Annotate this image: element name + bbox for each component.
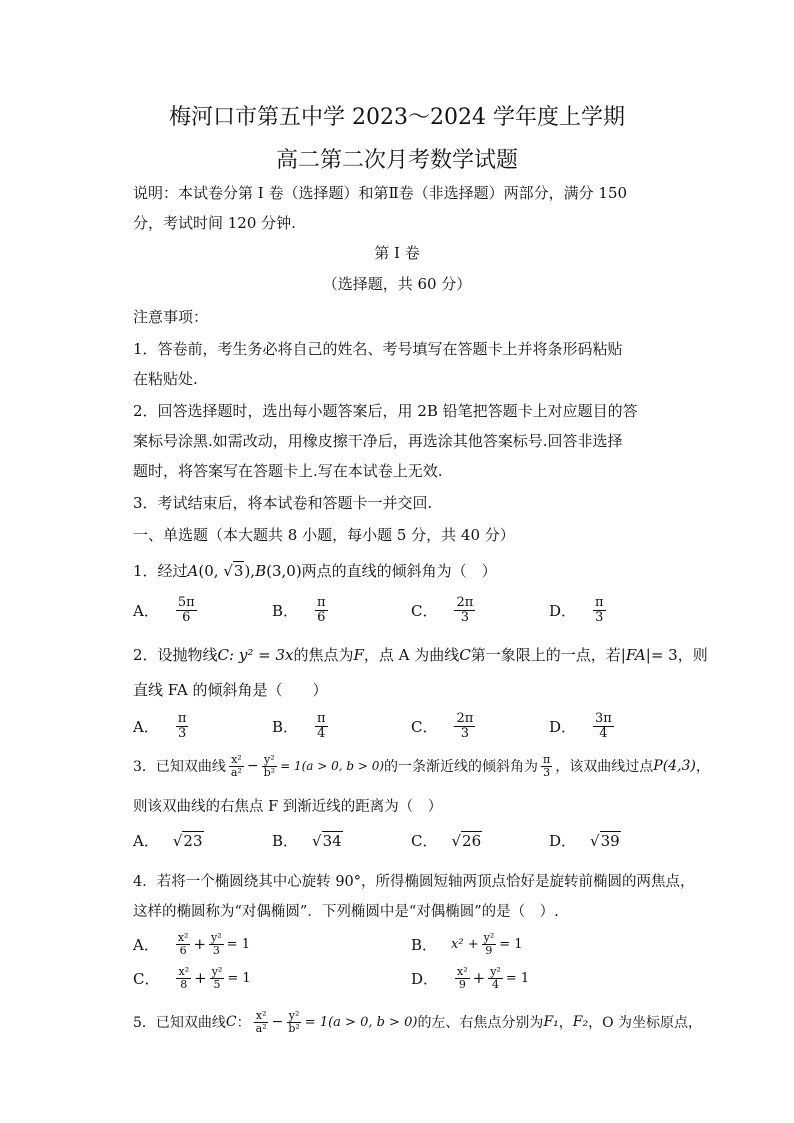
q1-option-a-frac — [176, 596, 197, 624]
notice-item2-line2: 案标号涂黑.如需改动，用橡皮擦干净后，再选涂其他答案标号.回答非选择 — [133, 432, 623, 450]
q3-option-d-label: D． — [549, 832, 577, 850]
q4-a-den1: 6 — [179, 943, 187, 957]
q2-option-b-frac — [315, 712, 328, 740]
q4-d-num2: y² — [490, 965, 501, 978]
q1-b-num: π — [317, 595, 326, 610]
q1-option-d[interactable] — [549, 596, 609, 624]
q4-b-term1: x² + — [451, 936, 479, 952]
q3-option-b[interactable] — [272, 830, 343, 851]
q1-stem-b: 两点的直线的倾斜角为（ ） — [301, 562, 497, 580]
q2-c-num: 2π — [456, 711, 474, 726]
q4-d-frac1 — [455, 966, 470, 990]
q1-option-a[interactable] — [133, 596, 200, 624]
q3-ang-den: 3 — [543, 765, 551, 779]
q4-c-num2: y² — [211, 965, 223, 978]
volume-heading: 第 I 卷 — [374, 244, 420, 262]
q1-stem-a: 1．经过 — [133, 562, 188, 580]
volume-subheading: （选择题，共 60 分） — [322, 275, 472, 293]
q3-ang-num: π — [543, 753, 551, 766]
q4-c-den2: 5 — [213, 977, 221, 991]
q1-option-a-label: A． — [133, 601, 159, 620]
q3-stem-a: 3．已知双曲线 — [133, 759, 226, 776]
q3-stem-d: ， — [695, 759, 710, 776]
q3-f2-num: y² — [264, 753, 275, 766]
q1-point-b: B — [255, 562, 267, 580]
q2-option-a-frac — [176, 712, 189, 740]
q4-d-rhs: = 1 — [505, 970, 530, 986]
q4-b-den: 9 — [485, 943, 493, 957]
q2-stem-line1 — [133, 644, 708, 665]
q4-stem-line2: 这样的椭圆称为“对偶椭圆”．下列椭圆中是“对偶椭圆”的是（ ）. — [133, 904, 559, 920]
q5-frac-y — [286, 1010, 301, 1034]
q4-option-d[interactable] — [411, 966, 529, 990]
q2-option-c-frac — [454, 712, 475, 740]
q5-stem-line1 — [133, 1010, 702, 1034]
q1-sep: , — [250, 562, 256, 580]
q1-sqrt: √3 — [223, 562, 244, 580]
q4-option-d-label: D． — [411, 969, 439, 988]
q2-b-den: 4 — [317, 725, 326, 741]
q4-d-plus: + — [472, 969, 486, 988]
q5-minus: − — [271, 1014, 284, 1031]
q3-frac-y — [262, 754, 277, 778]
q2-d-den: 4 — [599, 725, 608, 741]
q3-b-rad: 34 — [322, 831, 342, 850]
q4-option-a[interactable] — [133, 932, 250, 956]
q5-colon: ： — [236, 1015, 251, 1032]
q2-option-c-label: C． — [411, 717, 438, 736]
q4-d-den1: 9 — [458, 977, 466, 991]
q1-c-num: 2π — [456, 595, 474, 610]
q4-a-plus: + — [193, 935, 207, 954]
q2-stem-b: 的焦点为 — [293, 646, 354, 664]
q5-f2-den: b² — [288, 1021, 300, 1035]
q5-condition: = 1(a > 0, b > 0) — [304, 1014, 418, 1030]
q3-option-c-sqrt: √26 — [451, 831, 482, 850]
q5-frac-x — [254, 1010, 269, 1034]
q4-a-den2: 3 — [212, 943, 220, 957]
q1-b-den: 6 — [317, 609, 326, 625]
intro-note-line2: 分，考试时间 120 分钟. — [133, 214, 296, 232]
q3-f2-den: b² — [263, 765, 276, 779]
q2-option-d[interactable] — [549, 712, 617, 740]
q4-c-den1: 8 — [180, 977, 188, 991]
q3-option-c-label: C． — [411, 832, 438, 850]
q3-option-a-label: A． — [133, 832, 159, 850]
q4-d-num1: x² — [457, 965, 468, 978]
q1-point-a: A — [187, 562, 199, 580]
q2-stem-d: 第一象限上的一点，若 — [470, 646, 621, 664]
q3-option-d[interactable] — [549, 830, 621, 851]
q3-option-b-sqrt: √34 — [312, 831, 342, 850]
q4-stem-line1: 4．若将一个椭圆绕其中心旋转 90°，所得椭圆短轴两顶点恰好是旋转前椭圆的两焦点， — [133, 874, 695, 890]
notice-item1-line1: 1．答卷前，考生务必将自己的姓名、考号填写在答题卡上并将条形码粘贴 — [133, 340, 623, 358]
q3-stem-line1 — [133, 754, 710, 778]
q5-f1-den: a² — [255, 1021, 267, 1035]
q4-a-num2: y² — [211, 931, 222, 944]
q3-minus: − — [246, 758, 259, 775]
q4-option-a-label: A． — [133, 935, 159, 954]
q4-a-frac2 — [209, 932, 224, 956]
q2-c-den: 3 — [460, 725, 470, 741]
q3-condition: = 1(a > 0, b > 0) — [280, 759, 385, 774]
q1-a-den: 6 — [182, 609, 191, 625]
q4-b-num: y² — [483, 931, 495, 944]
q1-option-b-frac — [315, 596, 328, 624]
q3-f1-num: x² — [231, 753, 242, 766]
q2-option-d-label: D． — [549, 717, 577, 736]
q3-angle-frac — [541, 754, 552, 778]
exam-title-line1: 梅河口市第五中学 2023～2024 学年度上学期 — [169, 105, 625, 130]
q2-option-a-label: A． — [133, 717, 159, 736]
q1-d-num: π — [595, 595, 604, 610]
q3-a-rad: 23 — [183, 831, 203, 850]
q3-stem-b: 的一条渐近线的倾斜角为 — [384, 759, 539, 776]
q3-d-rad: 39 — [600, 831, 620, 850]
q4-c-plus: + — [194, 969, 207, 988]
q2-curve: C — [217, 646, 230, 664]
q2-b-num: π — [317, 711, 326, 726]
notice-heading: 注意事项： — [133, 308, 209, 326]
q4-a-frac1 — [176, 932, 191, 956]
q3-option-b-label: B． — [272, 832, 299, 850]
q3-option-d-sqrt: √39 — [590, 831, 620, 850]
q4-c-rhs: = 1 — [227, 970, 251, 986]
q3-option-c[interactable] — [411, 830, 482, 851]
q1-option-b[interactable] — [272, 596, 331, 624]
notice-item1-line2: 在粘贴处. — [133, 370, 198, 388]
q2-option-c[interactable] — [411, 712, 478, 740]
q5-stem-b: 的左、右焦点分别为 — [417, 1015, 544, 1032]
q2-d-num: 3π — [595, 711, 612, 726]
q5-f2-num: y² — [288, 1009, 300, 1022]
q2-option-a[interactable] — [133, 712, 191, 740]
q1-option-b-label: B． — [272, 601, 299, 620]
q1-a-num: 5π — [177, 595, 195, 610]
q3-stem-line2: 则该双曲线的右焦点 F 到渐近线的距离为（ ） — [133, 799, 443, 815]
q4-b-rhs: = 1 — [499, 936, 523, 952]
q1-option-c-frac — [454, 596, 475, 624]
q2-equation: : y² = 3x — [229, 646, 294, 664]
q1-option-c-label: C． — [411, 601, 438, 620]
q2-option-b-label: B． — [272, 717, 299, 736]
exam-title-line2: 高二第二次月考数学试题 — [275, 148, 518, 173]
q2-option-b[interactable] — [272, 712, 331, 740]
q1-paren-b: (3,0) — [266, 562, 302, 580]
q1-c-den: 3 — [460, 609, 470, 625]
q3-stem-c: ，该双曲线过点 — [555, 759, 654, 776]
q5-curve: C — [225, 1014, 237, 1031]
q5-stem-a: 5．已知双曲线 — [133, 1015, 226, 1032]
q4-c-frac1 — [176, 966, 191, 990]
q4-option-c[interactable] — [133, 966, 251, 990]
q2-stem-e: = 3，则 — [650, 646, 708, 664]
q3-frac-x — [229, 754, 244, 778]
q4-c-frac2 — [210, 966, 225, 990]
notice-item2-line1: 2．回答选择题时，选出每小题答案后，用 2B 铅笔把答题卡上对应题目的答 — [133, 402, 638, 420]
q2-a-den: 3 — [177, 725, 187, 741]
notice-item3: 3．考试结束后，将本试卷和答题卡一并交回. — [133, 494, 433, 512]
q2-option-d-frac — [593, 712, 614, 740]
q1-stem — [133, 560, 497, 581]
part1-heading: 一、单选题（本大题共 8 小题，每小题 5 分，共 40 分） — [133, 526, 515, 544]
q2-stem-line2: 直线 FA 的倾斜角是（ ） — [133, 681, 328, 699]
q5-stem-c: ，O 为坐标原点， — [588, 1015, 703, 1032]
q3-f1-den: a² — [230, 765, 242, 779]
q2-abs: |FA| — [620, 646, 651, 664]
q1-paren-a-open: (0, — [198, 562, 224, 580]
q4-b-frac — [482, 932, 497, 956]
q4-option-b-label: B． — [411, 935, 438, 954]
q1-option-c[interactable] — [411, 596, 478, 624]
q4-a-rhs: = 1 — [226, 936, 250, 952]
notice-item2-line3: 题时，将答案写在答题卡上.写在本试卷上无效. — [133, 462, 443, 480]
q4-d-den2: 4 — [492, 977, 500, 991]
q1-sqrt-value: 3 — [233, 562, 244, 580]
q5-f1-num: x² — [255, 1009, 267, 1022]
q2-stem-c: ，点 A 为曲线 — [363, 646, 460, 664]
q3-c-rad: 26 — [462, 831, 482, 850]
q2-curve2: C — [459, 646, 471, 664]
q1-d-den: 3 — [595, 609, 604, 625]
q5-focus1: F₁ — [543, 1014, 559, 1031]
intro-note-line1: 说明：本试卷分第 I 卷（选择题）和第Ⅱ卷（非选择题）两部分，满分 150 — [133, 184, 628, 202]
q4-a-num1: x² — [177, 931, 189, 944]
q1-option-d-label: D． — [549, 601, 577, 620]
q5-comma: ， — [558, 1015, 573, 1032]
q1-paren-a-close: ) — [244, 562, 251, 580]
q5-focus2: F₂ — [572, 1014, 589, 1031]
q4-option-c-label: C． — [133, 969, 160, 988]
q4-option-b[interactable] — [411, 932, 523, 956]
q4-d-frac2 — [488, 966, 503, 990]
q4-c-num1: x² — [178, 965, 190, 978]
q2-a-num: π — [177, 711, 187, 726]
q2-focus: F — [353, 646, 364, 664]
q1-option-d-frac — [593, 596, 606, 624]
q3-option-a-sqrt: √23 — [172, 831, 203, 850]
q3-point: P(4,3) — [653, 758, 696, 775]
q2-stem-a: 2．设抛物线 — [133, 646, 218, 664]
q3-option-a[interactable] — [133, 830, 204, 851]
